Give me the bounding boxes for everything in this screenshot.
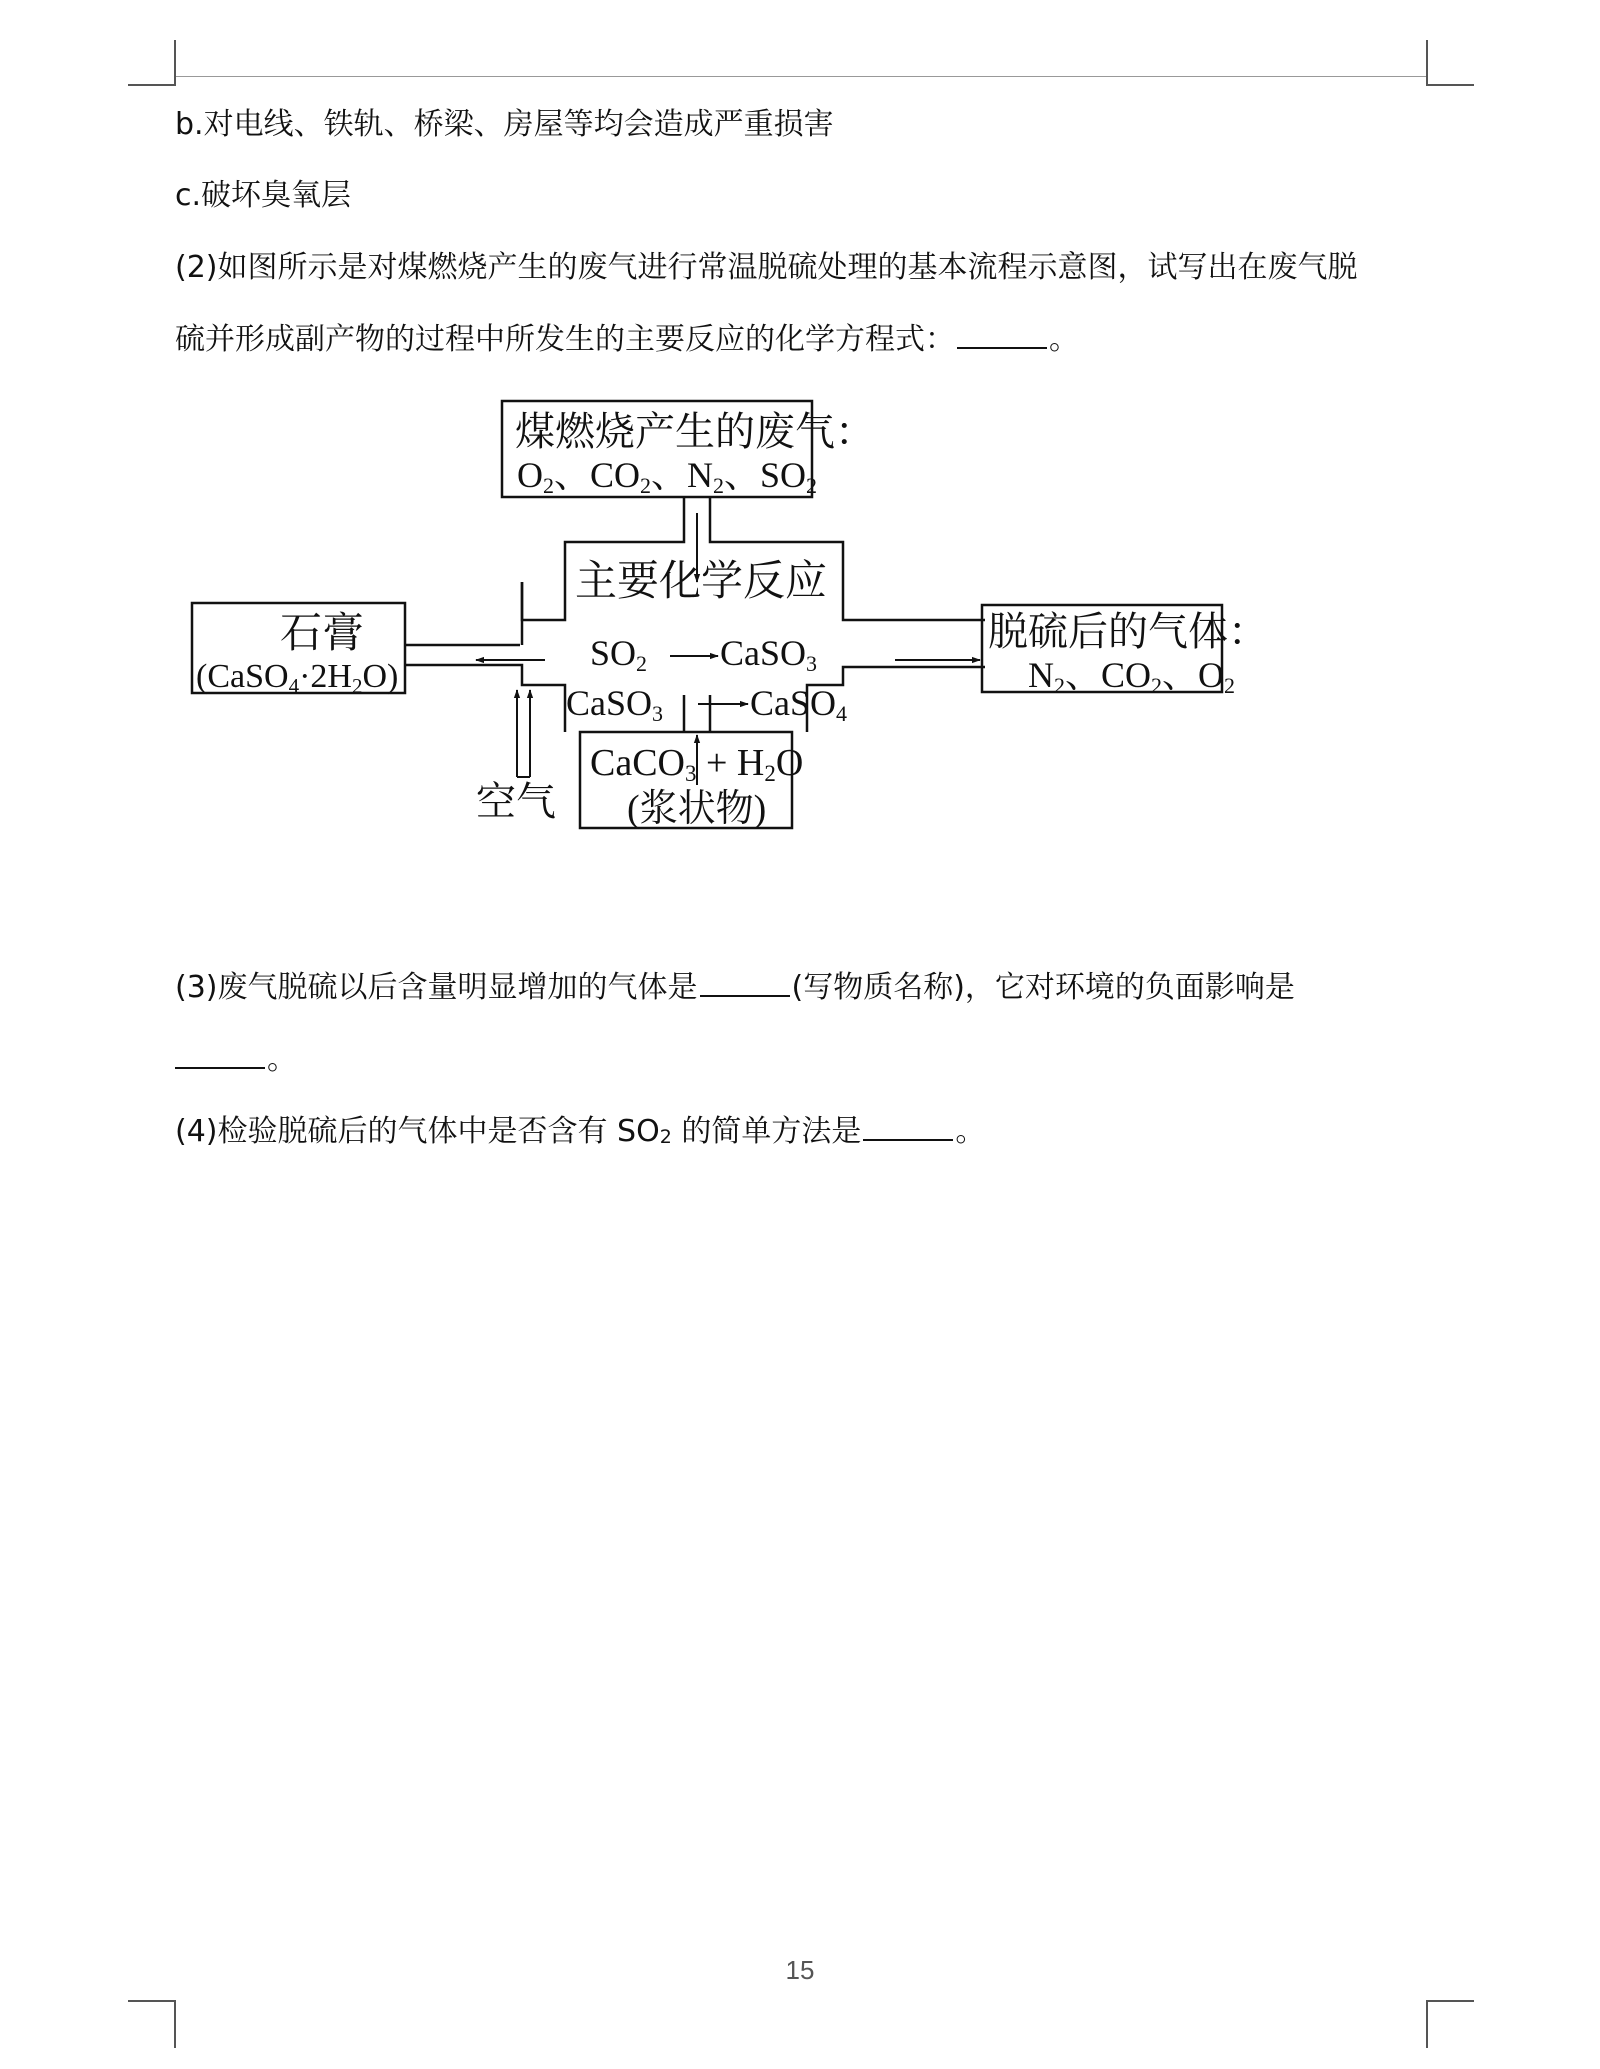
top-box-gases: O2、CO2、N2、SO2 — [517, 455, 818, 498]
reaction-2-right: CaSO4 — [750, 683, 848, 726]
center-title: 主要化学反应 — [575, 559, 828, 605]
question-4-subscript: 2 — [659, 1126, 672, 1148]
question-2-line-2 — [175, 320, 1079, 360]
crop-mark-bottom-right-v — [1426, 2000, 1428, 2048]
crop-mark-top-right-v — [1426, 40, 1428, 84]
header-rule — [176, 76, 1426, 77]
question-3-text-a: (3)废气脱硫以后含量明显增加的气体是 — [175, 970, 698, 1005]
crop-mark-bottom-left-v — [174, 2000, 176, 2048]
center-outline — [405, 497, 985, 732]
desulfurization-flow-diagram — [180, 395, 1310, 915]
answer-blank-q3-impact[interactable] — [175, 1041, 265, 1069]
question-3-line-2 — [175, 1040, 297, 1080]
question-3-end: 。 — [267, 1042, 297, 1077]
bottom-box-note: (浆状物) — [627, 788, 767, 830]
reaction-2-left: CaSO3 — [566, 683, 664, 726]
answer-blank-q3-gas[interactable] — [700, 969, 790, 997]
question-2-text: 硫并形成副产物的过程中所发生的主要反应的化学方程式： — [175, 322, 955, 357]
crop-mark-top-left-v — [174, 40, 176, 84]
question-4-end: 。 — [955, 1114, 986, 1149]
crop-mark-bottom-left-h — [128, 2000, 176, 2002]
option-c: c.破坏臭氧层 — [175, 178, 352, 213]
right-box-title: 脱硫后的气体： — [988, 609, 1268, 654]
crop-mark-top-right-h — [1426, 84, 1474, 86]
air-label: 空气 — [476, 779, 556, 824]
top-box-title: 煤燃烧产生的废气： — [515, 409, 875, 454]
left-channel — [405, 582, 522, 645]
question-4-text-b: 的简单方法是 — [671, 1114, 862, 1149]
reaction-1-left: SO2 — [590, 633, 648, 676]
page-number: 15 — [785, 1955, 815, 1985]
crop-mark-bottom-right-h — [1426, 2000, 1474, 2002]
left-box-title: 石膏 — [280, 611, 365, 657]
option-b: b.对电线、铁轨、桥梁、房屋等均会造成严重损害 — [175, 107, 834, 142]
question-2-line-1: (2)如图所示是对煤燃烧产生的废气进行常温脱硫处理的基本流程示意图，试写出在废气脱 — [175, 250, 1358, 285]
question-4 — [175, 1112, 985, 1157]
reaction-1-right: CaSO3 — [720, 633, 818, 676]
crop-mark-top-left-h — [128, 84, 176, 86]
question-3-line-1 — [175, 968, 1295, 1008]
answer-blank-q4[interactable] — [863, 1113, 953, 1141]
question-3-text-b: (写物质名称)，它对环境的负面影响是 — [791, 970, 1295, 1005]
answer-blank-q2[interactable] — [957, 321, 1047, 349]
bottom-box-formula: CaCO3 + H2O — [590, 742, 804, 786]
right-box-gases: N2、CO2、O2 — [1028, 655, 1236, 698]
left-box-formula: (CaSO4·2H2O) — [196, 658, 399, 698]
question-4-text-a: (4)检验脱硫后的气体中是否含有 SO — [175, 1114, 660, 1149]
question-2-end: 。 — [1049, 322, 1079, 357]
